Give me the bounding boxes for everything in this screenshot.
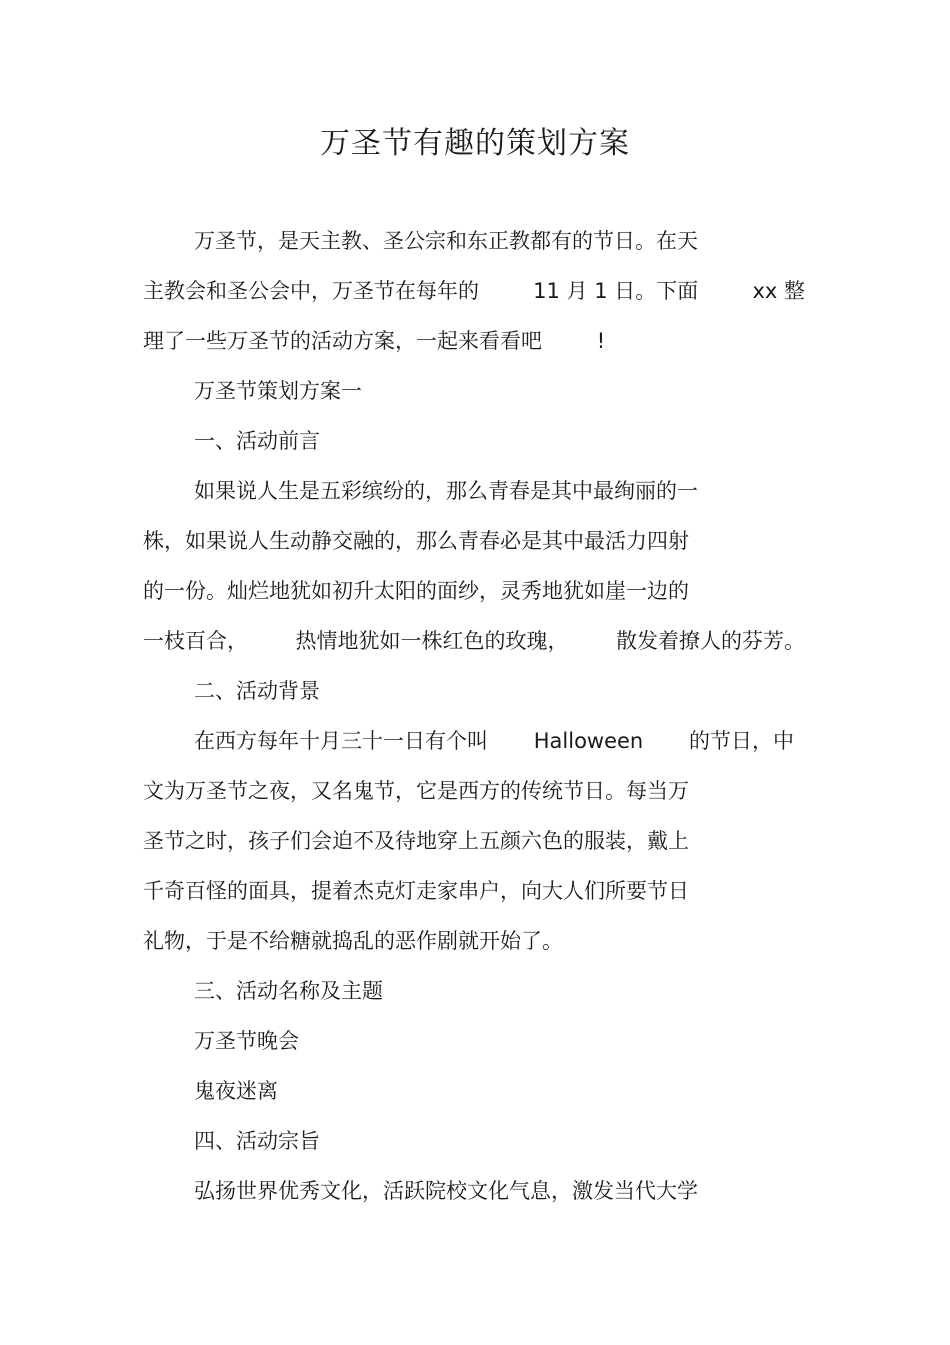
section-1-heading: 一、活动前言 bbox=[194, 429, 320, 453]
document-title: 万圣节有趣的策划方案 bbox=[320, 126, 630, 161]
event-theme: 鬼夜迷离 bbox=[194, 1079, 278, 1103]
section-1-line-4 bbox=[143, 626, 805, 656]
event-name: 万圣节晚会 bbox=[194, 1029, 299, 1053]
section-2-line-4: 千奇百怪的面具，提着杰克灯走家串户，向大人们所要节日 bbox=[143, 879, 689, 903]
section-1-line-4-part-a: 一枝百合， bbox=[143, 629, 248, 653]
section-1-line-4-part-b: 热情地犹如一株红色的玫瑰， bbox=[295, 629, 569, 653]
intro-line-2-part-b: 11 月 1 日。下面 bbox=[533, 279, 699, 303]
section-1-line-4-part-c: 散发着撩人的芬芳。 bbox=[616, 629, 805, 653]
section-1-line-3: 的一份。灿烂地犹如初升太阳的面纱，灵秀地犹如崖一边的 bbox=[143, 579, 689, 603]
section-4-heading: 四、活动宗旨 bbox=[194, 1129, 320, 1153]
intro-line-3-part-a: 理了一些万圣节的活动方案，一起来看看吧 bbox=[143, 329, 542, 353]
section-1-line-2: 株，如果说人生动静交融的，那么青春必是其中最活力四射 bbox=[143, 529, 689, 553]
intro-line-3 bbox=[143, 326, 605, 356]
section-3-heading: 三、活动名称及主题 bbox=[194, 979, 383, 1003]
plan-title: 万圣节策划方案一 bbox=[194, 379, 362, 403]
section-2-line-2: 文为万圣节之夜，又名鬼节，它是西方的传统节日。每当万 bbox=[143, 779, 689, 803]
section-2-line-1-part-b: Halloween bbox=[533, 729, 644, 753]
section-4-line-1: 弘扬世界优秀文化，活跃院校文化气息，激发当代大学 bbox=[194, 1179, 698, 1203]
intro-line-2 bbox=[143, 276, 805, 306]
section-2-line-1-part-a: 在西方每年十月三十一日有个叫 bbox=[194, 729, 488, 753]
section-2-heading: 二、活动背景 bbox=[194, 679, 320, 703]
section-2-line-1-part-c: 的节日，中 bbox=[688, 729, 794, 753]
intro-line-3-part-b: ! bbox=[596, 329, 606, 353]
intro-line-2-part-c: xx 整 bbox=[752, 279, 805, 303]
section-2-line-5: 礼物，于是不给糖就捣乱的恶作剧就开始了。 bbox=[143, 929, 563, 953]
section-1-line-1: 如果说人生是五彩缤纷的，那么青春是其中最绚丽的一 bbox=[194, 479, 698, 503]
intro-line-2-part-a: 主教会和圣公会中，万圣节在每年的 bbox=[143, 279, 479, 303]
section-2-line-1 bbox=[194, 726, 794, 756]
intro-line-1: 万圣节，是天主教、圣公宗和东正教都有的节日。在天 bbox=[194, 229, 698, 253]
section-2-line-3: 圣节之时，孩子们会迫不及待地穿上五颜六色的服装，戴上 bbox=[143, 829, 689, 853]
